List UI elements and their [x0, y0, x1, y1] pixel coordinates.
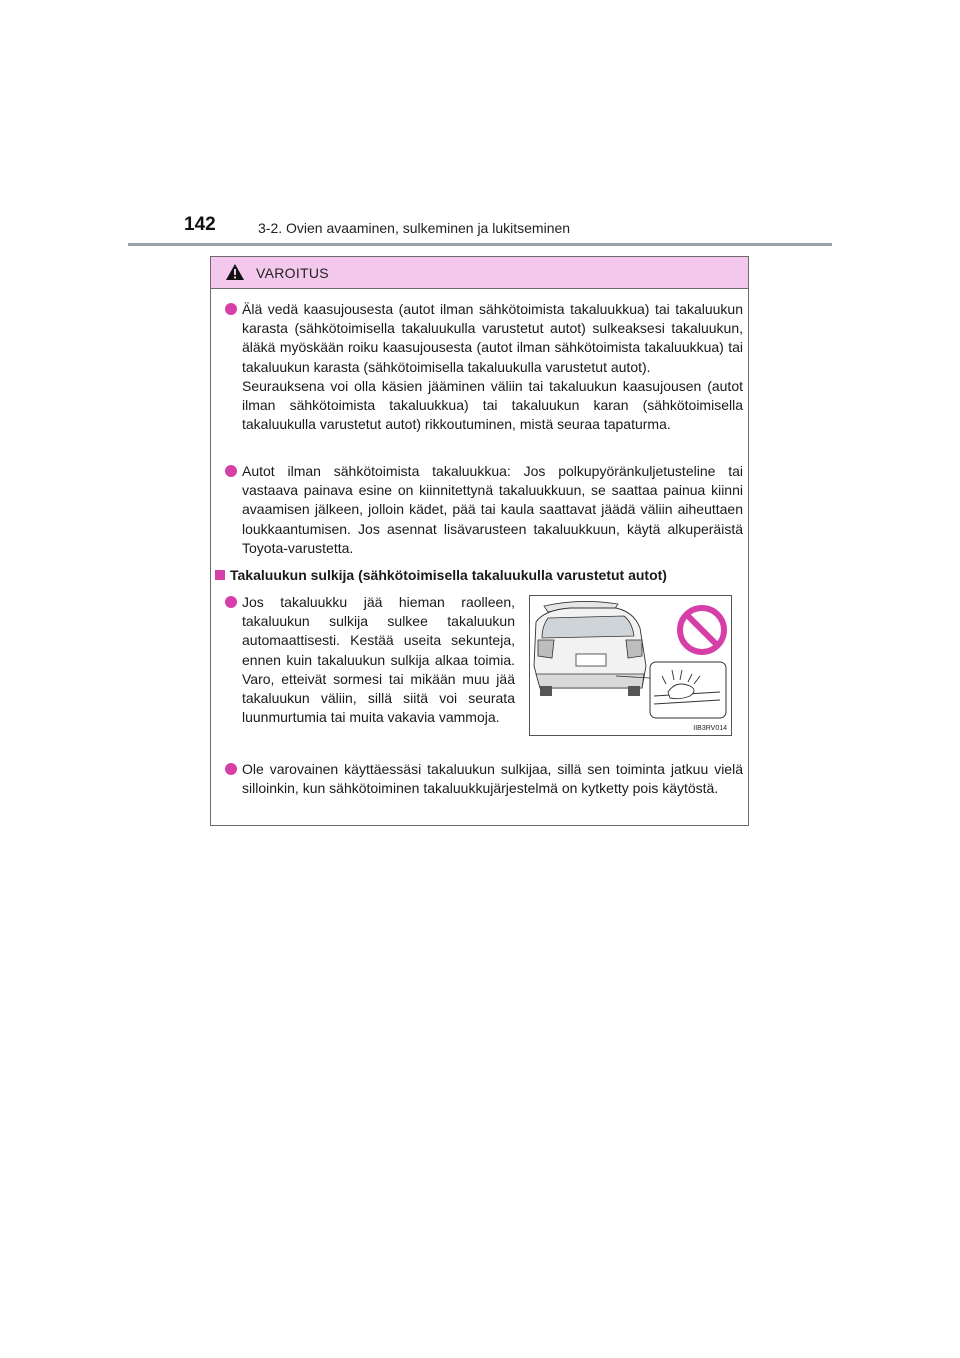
warning-box	[210, 256, 749, 826]
bullet-text: Jos takaluukku jää hieman raolleen, takaluukun sulkija sulkee takaluukun automaattisesti. Kestää useita sekunteja, ennen kuin takaluukun sulkija alkaa toimia. Varo, etteivät sormesi tai mikään muu jää takaluukun väliin, sillä siitä voi seurata luunmurtumia tai muita vakavia vammoja.	[242, 594, 515, 726]
bullet-text: Ole varovainen käyttäessäsi takaluukun sulkijaa, sillä sen toiminta jatkuu vielä silloinkin, kun sähkötoiminen takaluukkujärjestelmä on kytketty pois käytöstä.	[242, 761, 743, 797]
bullet-dot-icon	[225, 596, 237, 608]
warning-title: VAROITUS	[256, 265, 329, 281]
warning-bullet	[225, 593, 515, 727]
tailgate-closer-illustration	[529, 595, 732, 736]
section-title: 3-2. Ovien avaaminen, sulkeminen ja lukitseminen	[258, 220, 571, 236]
bullet-text-continued: Seurauksena voi olla käsien jääminen väliin tai takaluukun kaasujousen (autot ilman sähkötoimista takaluukkua) tai takaluukun karan (sähkötoimisella takaluukulla varustetut autot) rikkoutuminen, mistä seuraa tapaturma.	[242, 377, 743, 433]
warning-header	[211, 257, 748, 289]
subheading-text: Takaluukun sulkija (sähkötoimisella takaluukulla varustetut autot)	[230, 567, 667, 583]
bullet-dot-icon	[225, 763, 237, 775]
warning-bullet	[225, 462, 743, 558]
figure-code: IIB3RV014	[693, 725, 727, 732]
bullet-dot-icon	[225, 465, 237, 477]
car-rear-drawing	[530, 596, 731, 735]
bullet-text: Autot ilman sähkötoimista takaluukkua: Jos polkupyöränkuljetusteline tai vastaava painava esine on kiinnitettynä takaluukkuun, se saattaa painua kiinni avaamisen jälkeen, jolloin kädet, pää tai kaula saattavat jäädä väliin aiheuttaen loukkaantumisen. Jos asennat lisävarusteen takaluukkuun, käytä alkuperäistä Toyota-varustetta.	[242, 463, 743, 556]
subheading	[215, 567, 745, 583]
header-divider	[128, 243, 832, 246]
warning-bullet	[225, 760, 743, 798]
bullet-text: Älä vedä kaasujousesta (autot ilman sähkötoimista takaluukkua) tai takaluukun karasta (sähkötoimisella takaluukulla varustetut autot) sulkeaksesi takaluukun, äläkä myöskään roiku kaasujousesta (autot ilman sähkötoimista takaluukkua) tai takaluukun karasta (sähkötoimisella takaluukulla varustetut autot).	[242, 301, 743, 375]
page-number: 142	[184, 214, 216, 235]
warning-triangle-icon	[225, 263, 245, 281]
warning-bullet	[225, 300, 743, 434]
square-bullet-icon	[215, 570, 225, 580]
bullet-dot-icon	[225, 303, 237, 315]
